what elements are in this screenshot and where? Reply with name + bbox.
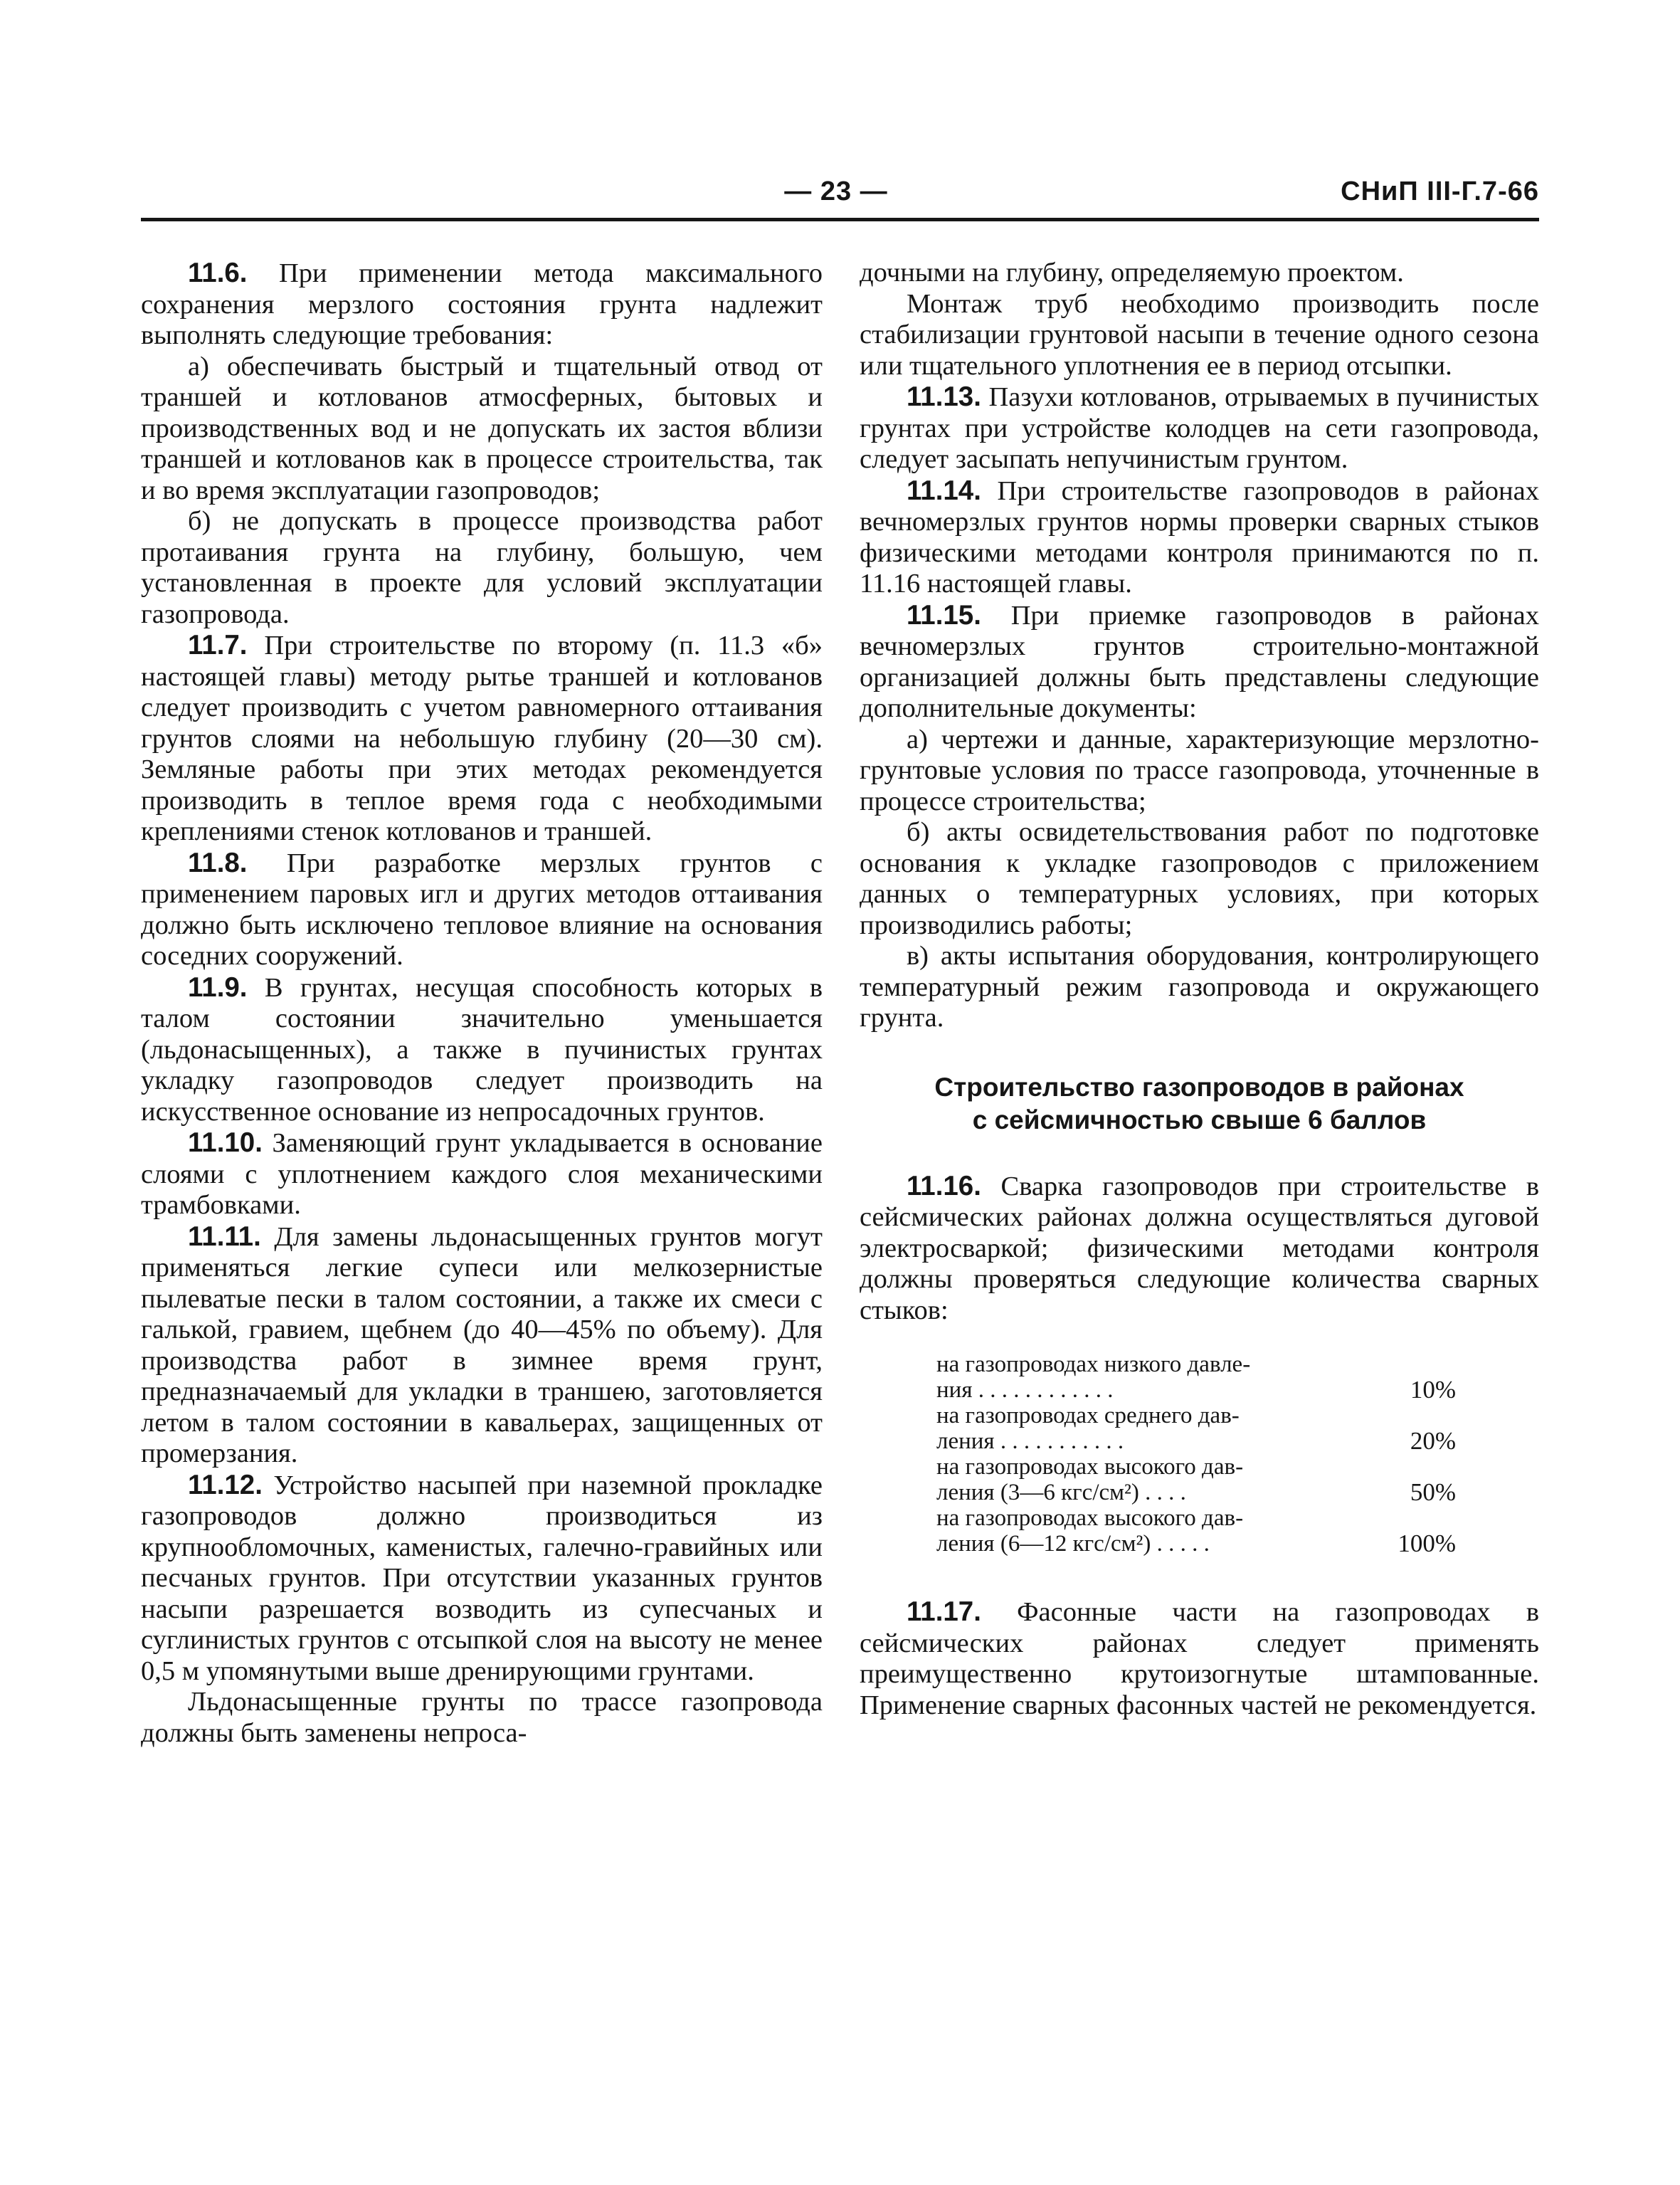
paragraph-number: 11.12. (188, 1469, 263, 1500)
rate-row (936, 1403, 1456, 1454)
paragraph (141, 1470, 823, 1688)
paragraph-number: 11.16. (907, 1170, 981, 1201)
rate-value: 50% (1410, 1478, 1456, 1506)
rate-row (936, 1352, 1456, 1403)
paragraph (860, 817, 1539, 941)
paragraph-text: дочными на глубину, определяемую проектом. (860, 258, 1404, 288)
rate-label: ления (6—12 кгс/см²) . . . . . (936, 1531, 1210, 1557)
paragraph-text: Устройство насыпей при наземной прокладке газопроводов должно производиться из крупнообломочных, каменистых, галечно-гравийных или песчаных грунтов. При отсутствии указанных грунтов насыпи разрешается возводить из супесчаных и суглинистых грунтов с отсыпкой слоя на высоту не менее 0,5 м упомянутыми выше дренирующими грунтами. (141, 1470, 823, 1686)
paragraph (860, 289, 1539, 382)
paragraph-text: в) акты испытания оборудования, контролирующего температурный режим газопровода и окружающего грунта. (860, 941, 1539, 1033)
paragraph-number: 11.9. (188, 972, 248, 1003)
left-column (141, 258, 823, 1749)
paragraph-number: 11.15. (907, 599, 981, 631)
paragraph-number: 11.13. (907, 381, 981, 412)
rate-label: на газопроводах среднего дав- (936, 1403, 1240, 1428)
paragraph (860, 381, 1539, 475)
rate-value: 100% (1398, 1530, 1456, 1557)
right-column (860, 258, 1539, 1721)
paragraph (141, 506, 823, 630)
paragraph-text: Для замены льдонасыщенных грунтов могут применяться легкие супеси или мелкозернистые пылеватые пески в талом состоянии, а также их смеси с галькой, гравием, щебнем (до 40—45% по объему). Для производства работ в зимнее время грунт, предназначаемый для укладки в траншею, заготовляется летом в талом состоянии в кавальерах, защищенных от промерзания. (141, 1221, 823, 1468)
paragraph-text: Сварка газопроводов при строительстве в сейсмических районах должна осуществляться дуговой электросваркой; физическими методами контроля должны проверяться следующие количества сварных стыков: (860, 1171, 1539, 1325)
paragraph-text: Льдонасыщенные грунты по трассе газопровода должны быть заменены непроса- (141, 1687, 823, 1748)
header-rule (141, 218, 1539, 221)
rate-row (936, 1505, 1456, 1557)
paragraph (141, 258, 823, 352)
paragraph (860, 725, 1539, 818)
paragraph-11-16 (860, 1171, 1539, 1327)
paragraph (141, 352, 823, 507)
paragraph-text: б) акты освидетельствования работ по подготовке основания к укладке газопроводов с приложением данных о температурных условиях, при которых производились работы; (860, 817, 1539, 940)
rate-value: 10% (1410, 1376, 1456, 1404)
paragraph-text: Монтаж труб необходимо производить после стабилизации грунтовой насыпи в течение одного сезона или тщательного уплотнения ее в период отсыпки. (860, 288, 1539, 381)
paragraph (860, 475, 1539, 600)
rate-label: ния . . . . . . . . . . . . (936, 1377, 1114, 1403)
paragraph-number: 11.10. (188, 1127, 263, 1158)
section-heading-line-2: с сейсмичностью свыше 6 баллов (972, 1105, 1427, 1134)
paragraph-number: 11.6. (188, 258, 248, 288)
paragraph (141, 1221, 823, 1470)
paragraph-text: При разработке мерзлых грунтов с применением паровых игл и других методов оттаивания должно быть исключено тепловое влияние на основания соседних сооружений. (141, 848, 823, 971)
document-code: СНиП III-Г.7-66 (1341, 177, 1539, 206)
paragraph-text: При применении метода максимального сохранения мерзлого состояния грунта надлежит выполнять следующие требования: (141, 258, 823, 350)
rate-label: на газопроводах низкого давле- (936, 1352, 1251, 1377)
paragraph-number: 11.17. (907, 1596, 981, 1627)
rate-label: ления . . . . . . . . . . . (936, 1428, 1124, 1454)
paragraph-text: а) чертежи и данные, характеризующие мерзлотно-грунтовые условия по трассе газопровода, уточненные в процессе строительства; (860, 724, 1539, 816)
rate-row (936, 1454, 1456, 1505)
paragraph (141, 848, 823, 972)
inspection-rates-list (936, 1352, 1456, 1557)
paragraph-number: 11.7. (188, 630, 248, 660)
paragraph (860, 258, 1539, 289)
paragraph (141, 1127, 823, 1221)
page-number: — 23 — (784, 177, 888, 206)
paragraph (141, 1687, 823, 1749)
paragraph-text: При строительстве по второму (п. 11.3 «б» настоящей главы) методу рытье траншей и котлованов следует производить с учетом равномерного оттаивания грунтов слоями на небольшую глубину (20—30 см). Земляные работы при этих методах рекомендуется производить в теплое время года с необходимыми креплениями стенок котлованов и траншей. (141, 631, 823, 846)
paragraph (860, 600, 1539, 725)
paragraph-text: б) не допускать в процессе производства работ протаивания грунта на глубину, большую, чем установленная в проекте для условий эксплуатации газопровода. (141, 506, 823, 629)
rate-value: 20% (1410, 1427, 1456, 1455)
paragraph-number: 11.11. (188, 1221, 261, 1252)
right-column-paragraphs (860, 258, 1539, 1034)
paragraph (141, 630, 823, 848)
section-heading-line-1: Строительство газопроводов в районах (934, 1072, 1464, 1102)
paragraph-text: При приемке газопроводов в районах вечномерзлых грунтов строительно-монтажной организацией должны быть представлены следующие дополнительные документы: (860, 600, 1539, 723)
paragraph-text: В грунтах, несущая способность которых в талом состоянии значительно уменьшается (льдонасыщенных), а также в пучинистых грунтах укладку газопроводов следует производить на искусственное основание из непросадочных грунтов. (141, 972, 823, 1127)
paragraph-11-17 (860, 1596, 1539, 1721)
paragraph-text: При строительстве газопроводов в районах вечномерзлых грунтов нормы проверки сварных стыков физическими методами контроля принимаются по п. 11.16 настоящей главы. (860, 475, 1539, 599)
rate-label: на газопроводах высокого дав- (936, 1454, 1244, 1480)
paragraph (141, 972, 823, 1128)
paragraph-text: Фасонные части на газопроводах в сейсмических районах следует применять преимущественно крутоизогнутые штампованные. Применение сварных фасонных частей не рекомендуется. (860, 1597, 1539, 1720)
paragraph (860, 941, 1539, 1034)
paragraph-number: 11.8. (188, 847, 248, 878)
paragraph-text: Пазухи котлованов, отрываемых в пучинистых грунтах при устройстве колодцев на сети газопровода, следует засыпать непучинистым грунтом. (860, 382, 1539, 474)
paragraph-number: 11.14. (907, 475, 981, 506)
rate-label: на газопроводах высокого дав- (936, 1505, 1244, 1531)
paragraph-text: Заменяющий грунт укладывается в основание слоями с уплотнением каждого слоя механическими трамбовками. (141, 1128, 823, 1220)
rate-label: ления (3—6 кгс/см²) . . . . (936, 1480, 1186, 1505)
paragraph-text: а) обеспечивать быстрый и тщательный отвод от траншей и котлованов атмосферных, бытовых и производственных вод и не допускать их застоя вблизи траншей и котлованов как в процессе строительства, так и во время эксплуатации газопроводов; (141, 351, 823, 505)
